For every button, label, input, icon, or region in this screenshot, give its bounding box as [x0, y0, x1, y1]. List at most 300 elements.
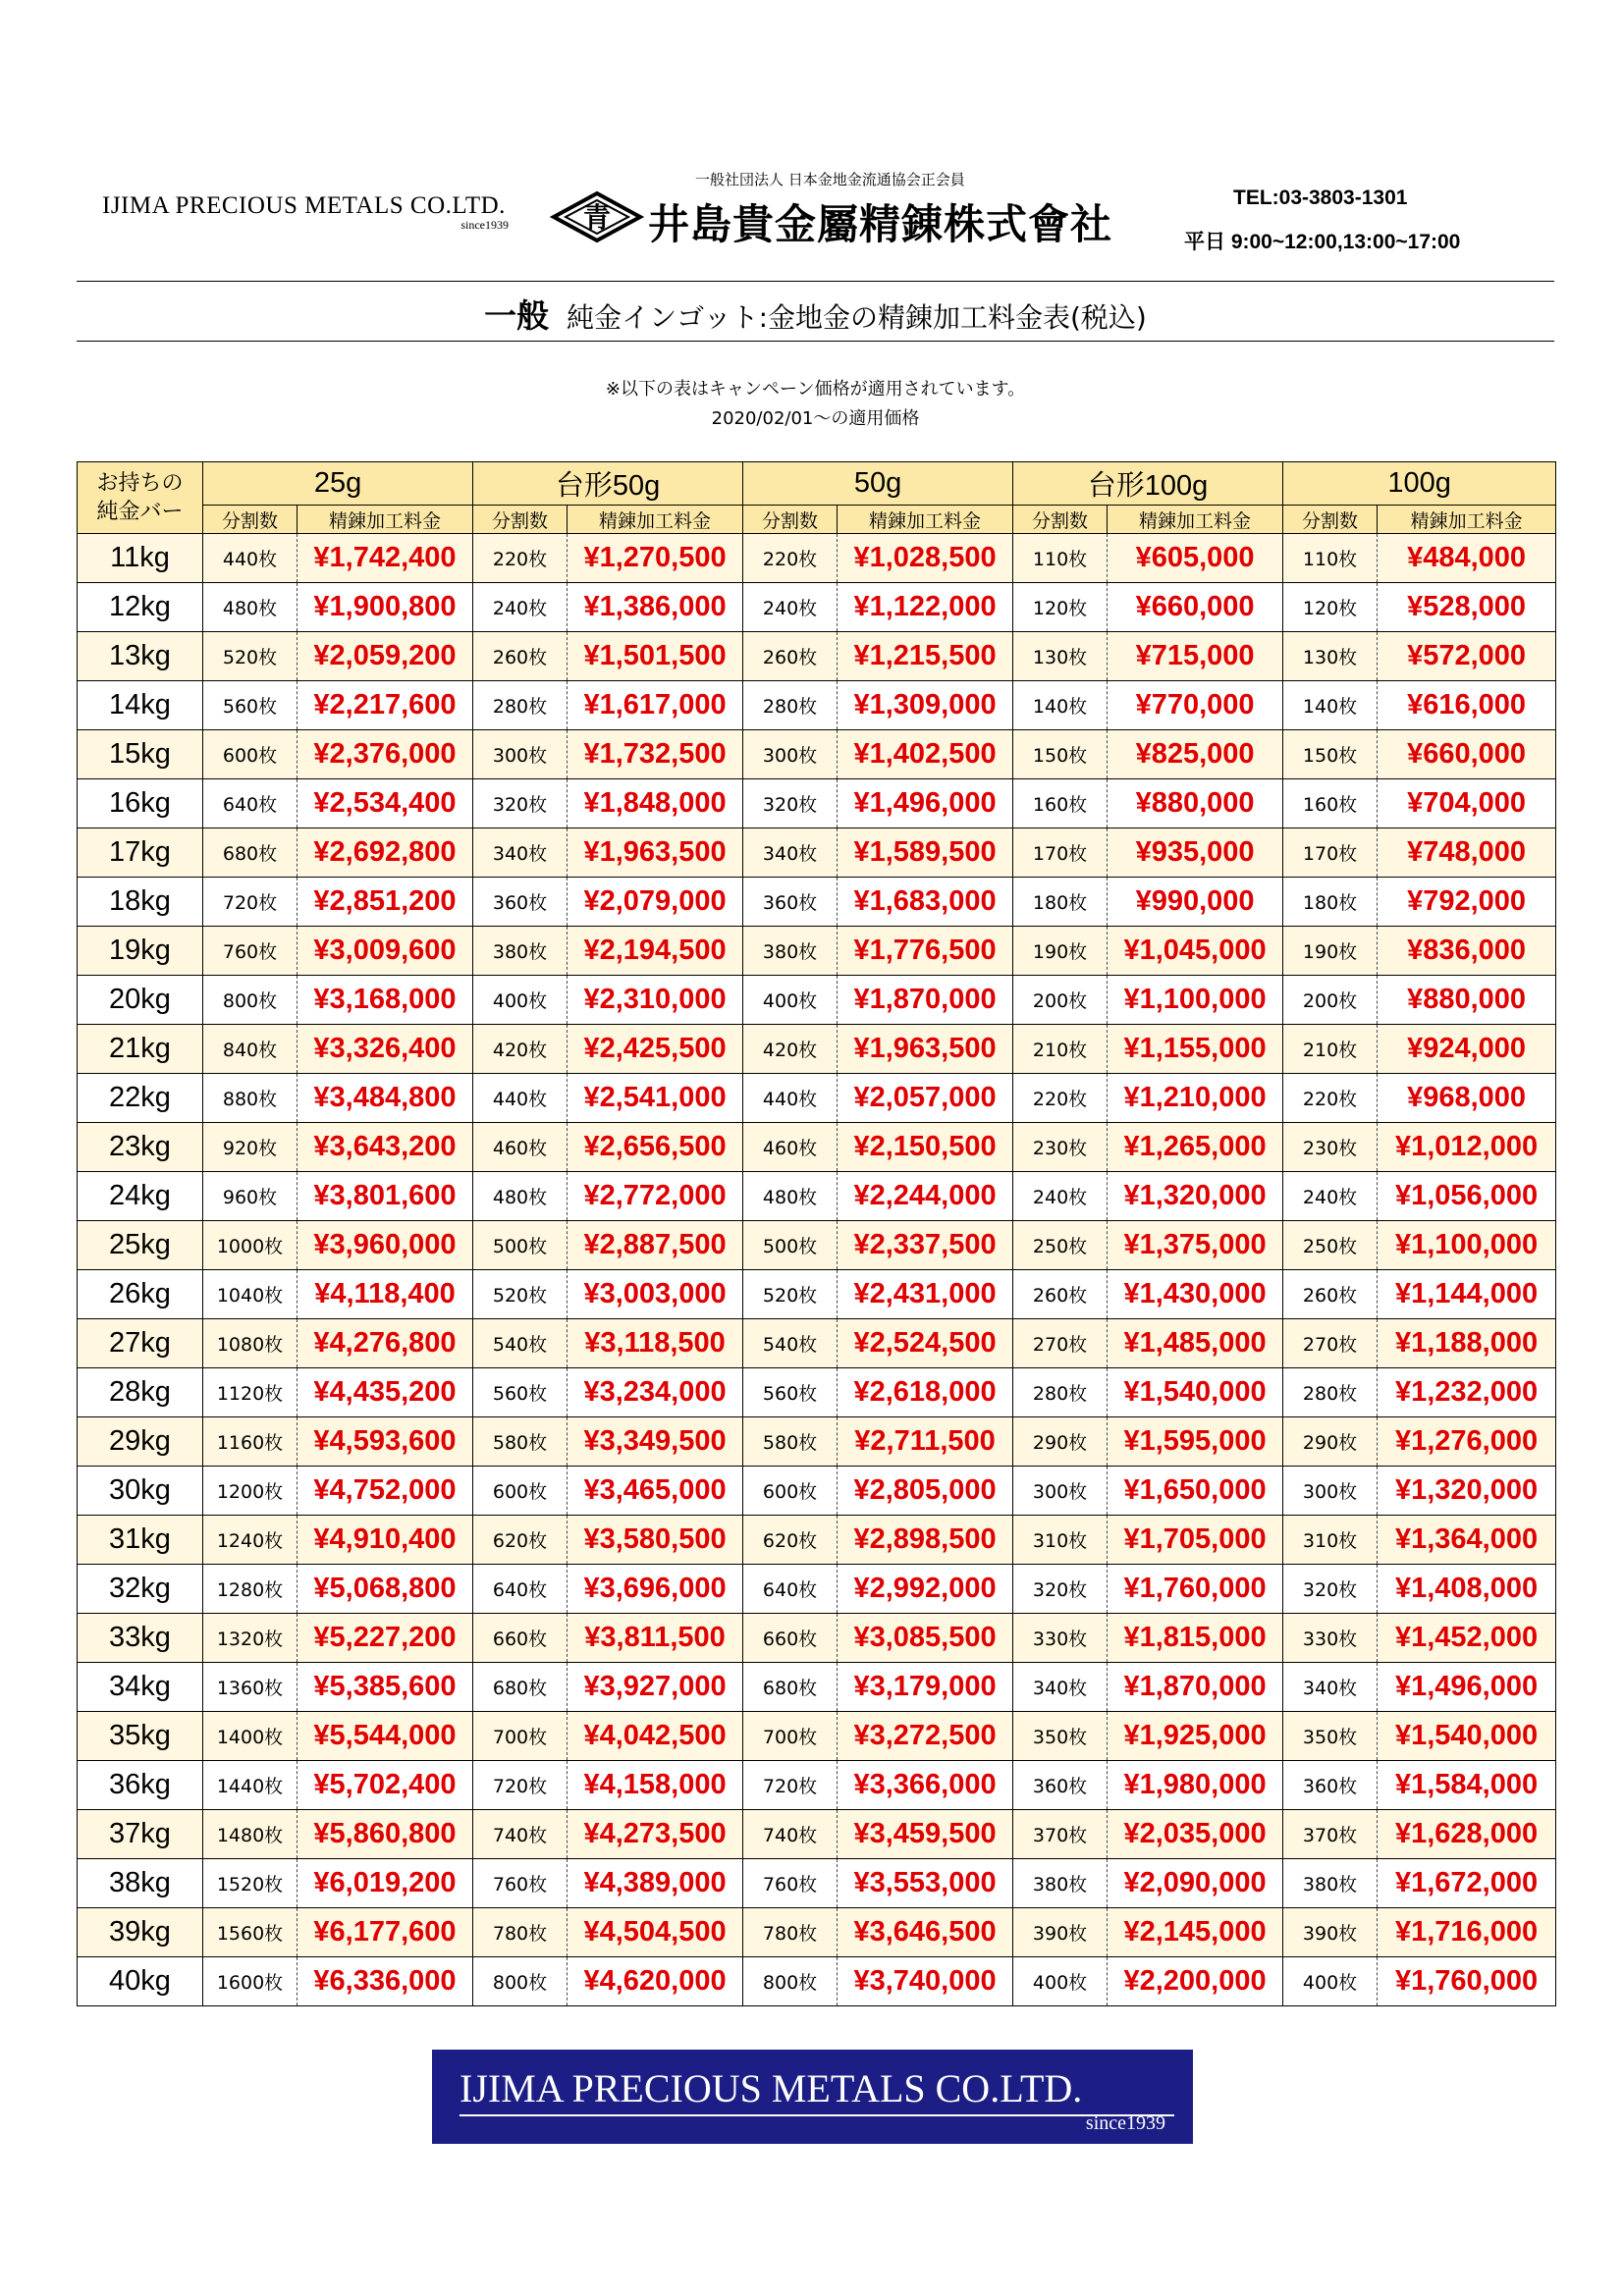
- refining-fee-cell: ¥1,402,500: [838, 730, 1013, 779]
- refining-fee-cell: ¥3,326,400: [298, 1025, 473, 1074]
- split-count-cell: 680枚: [473, 1663, 568, 1712]
- refining-fee-cell: ¥1,963,500: [568, 828, 743, 878]
- split-count-cell: 580枚: [743, 1417, 838, 1467]
- split-count-cell: 140枚: [1013, 681, 1108, 730]
- refining-fee-cell: ¥3,459,500: [838, 1810, 1013, 1859]
- split-count-cell: 320枚: [1283, 1565, 1378, 1614]
- refining-fee-cell: ¥2,541,000: [568, 1074, 743, 1123]
- split-count-cell: 170枚: [1013, 828, 1108, 878]
- weight-cell: 38kg: [78, 1859, 203, 1908]
- weight-cell: 34kg: [78, 1663, 203, 1712]
- split-count-cell: 680枚: [743, 1663, 838, 1712]
- split-count-cell: 320枚: [743, 779, 838, 828]
- refining-fee-cell: ¥4,435,200: [298, 1368, 473, 1417]
- split-count-cell: 290枚: [1013, 1417, 1108, 1467]
- refining-fee-cell: ¥1,628,000: [1378, 1810, 1556, 1859]
- split-count-cell: 480枚: [743, 1172, 838, 1221]
- table-row: [78, 1712, 1556, 1761]
- refining-fee-cell: ¥3,960,000: [298, 1221, 473, 1270]
- weight-cell: 20kg: [78, 976, 203, 1025]
- refining-fee-cell: ¥2,772,000: [568, 1172, 743, 1221]
- refining-fee-cell: ¥1,188,000: [1378, 1319, 1556, 1368]
- split-count-cell: 110枚: [1283, 534, 1378, 583]
- split-count-cell: 920枚: [203, 1123, 298, 1172]
- split-count-cell: 320枚: [1013, 1565, 1108, 1614]
- split-count-cell: 190枚: [1013, 927, 1108, 976]
- weight-cell: 22kg: [78, 1074, 203, 1123]
- split-count-cell: 170枚: [1283, 828, 1378, 878]
- split-count-cell: 780枚: [473, 1908, 568, 1957]
- company-emblem-icon: [550, 190, 644, 243]
- split-count-cell: 210枚: [1013, 1025, 1108, 1074]
- refining-fee-cell: ¥2,618,000: [838, 1368, 1013, 1417]
- split-count-cell: 500枚: [473, 1221, 568, 1270]
- split-count-cell: 400枚: [1013, 1957, 1108, 2006]
- refining-fee-cell: ¥2,656,500: [568, 1123, 743, 1172]
- refining-fee-cell: ¥1,963,500: [838, 1025, 1013, 1074]
- table-row: [78, 1025, 1556, 1074]
- split-count-cell: 760枚: [203, 927, 298, 976]
- refining-fee-cell: ¥2,090,000: [1108, 1859, 1283, 1908]
- weight-cell: 35kg: [78, 1712, 203, 1761]
- split-count-cell: 400枚: [1283, 1957, 1378, 2006]
- refining-fee-cell: ¥2,145,000: [1108, 1908, 1283, 1957]
- split-count-cell: 520枚: [743, 1270, 838, 1319]
- split-count-cell: 230枚: [1283, 1123, 1378, 1172]
- refining-fee-cell: ¥935,000: [1108, 828, 1283, 878]
- refining-fee-cell: ¥1,716,000: [1378, 1908, 1556, 1957]
- weight-cell: 26kg: [78, 1270, 203, 1319]
- split-count-cell: 620枚: [743, 1516, 838, 1565]
- brand-name-en: IJIMA PRECIOUS METALS CO.LTD.: [102, 192, 506, 219]
- weight-cell: 32kg: [78, 1565, 203, 1614]
- table-row: [78, 1761, 1556, 1810]
- split-count-cell: 130枚: [1013, 632, 1108, 681]
- refining-fee-cell: ¥1,672,000: [1378, 1859, 1556, 1908]
- refining-fee-cell: ¥4,276,800: [298, 1319, 473, 1368]
- refining-fee-cell: ¥748,000: [1378, 828, 1556, 878]
- refining-fee-cell: ¥1,485,000: [1108, 1319, 1283, 1368]
- split-count-cell: 180枚: [1283, 878, 1378, 927]
- refining-fee-cell: ¥3,553,000: [838, 1859, 1013, 1908]
- split-count-cell: 360枚: [1013, 1761, 1108, 1810]
- split-count-cell: 240枚: [743, 583, 838, 632]
- refining-fee-cell: ¥2,337,500: [838, 1221, 1013, 1270]
- refining-fee-cell: ¥4,593,600: [298, 1417, 473, 1467]
- refining-fee-cell: ¥528,000: [1378, 583, 1556, 632]
- weight-cell: 21kg: [78, 1025, 203, 1074]
- table-row: [78, 534, 1556, 583]
- business-hours: 平日 9:00~12:00,13:00~17:00: [1184, 231, 1461, 253]
- price-subheader: 精錬加工料金: [1378, 506, 1556, 534]
- refining-fee-cell: ¥2,992,000: [838, 1565, 1013, 1614]
- refining-fee-cell: ¥3,811,500: [568, 1614, 743, 1663]
- refining-fee-cell: ¥1,732,500: [568, 730, 743, 779]
- split-count-cell: 640枚: [203, 779, 298, 828]
- split-count-cell: 660枚: [743, 1614, 838, 1663]
- table-row: [78, 927, 1556, 976]
- refining-fee-cell: ¥704,000: [1378, 779, 1556, 828]
- table-row: [78, 632, 1556, 681]
- split-count-cell: 660枚: [473, 1614, 568, 1663]
- page-title: [77, 291, 1554, 337]
- weight-cell: 39kg: [78, 1908, 203, 1957]
- split-count-cell: 340枚: [1283, 1663, 1378, 1712]
- split-count-cell: 560枚: [203, 681, 298, 730]
- phone-number: TEL:03-3803-1301: [1233, 187, 1408, 209]
- refining-fee-cell: ¥1,870,000: [838, 976, 1013, 1025]
- refining-fee-cell: ¥770,000: [1108, 681, 1283, 730]
- refining-fee-cell: ¥1,540,000: [1108, 1368, 1283, 1417]
- split-count-cell: 270枚: [1283, 1319, 1378, 1368]
- split-count-cell: 320枚: [473, 779, 568, 828]
- group-header: 台形100g: [1013, 462, 1283, 506]
- split-count-cell: 160枚: [1013, 779, 1108, 828]
- refining-fee-cell: ¥1,155,000: [1108, 1025, 1283, 1074]
- refining-fee-cell: ¥1,309,000: [838, 681, 1013, 730]
- footer-underline: [460, 2114, 1174, 2116]
- split-count-cell: 280枚: [743, 681, 838, 730]
- refining-fee-cell: ¥1,595,000: [1108, 1417, 1283, 1467]
- refining-fee-cell: ¥605,000: [1108, 534, 1283, 583]
- split-count-cell: 340枚: [1013, 1663, 1108, 1712]
- refining-fee-cell: ¥2,079,000: [568, 878, 743, 927]
- table-row: [78, 1957, 1556, 2006]
- split-count-cell: 280枚: [1283, 1368, 1378, 1417]
- refining-fee-cell: ¥2,150,500: [838, 1123, 1013, 1172]
- split-count-cell: 390枚: [1283, 1908, 1378, 1957]
- split-count-cell: 330枚: [1013, 1614, 1108, 1663]
- refining-fee-cell: ¥1,683,000: [838, 878, 1013, 927]
- refining-fee-cell: ¥1,408,000: [1378, 1565, 1556, 1614]
- refining-fee-cell: ¥3,484,800: [298, 1074, 473, 1123]
- title-badge: 一般: [484, 296, 550, 335]
- split-count-cell: 600枚: [203, 730, 298, 779]
- refining-fee-cell: ¥1,705,000: [1108, 1516, 1283, 1565]
- refining-fee-cell: ¥5,068,800: [298, 1565, 473, 1614]
- split-count-cell: 760枚: [473, 1859, 568, 1908]
- refining-fee-cell: ¥616,000: [1378, 681, 1556, 730]
- split-count-cell: 500枚: [743, 1221, 838, 1270]
- header-rule-top: [77, 281, 1554, 282]
- split-count-cell: 780枚: [743, 1908, 838, 1957]
- refining-fee-cell: ¥572,000: [1378, 632, 1556, 681]
- table-row: [78, 681, 1556, 730]
- weight-cell: 31kg: [78, 1516, 203, 1565]
- refining-fee-cell: ¥5,860,800: [298, 1810, 473, 1859]
- refining-fee-cell: ¥3,168,000: [298, 976, 473, 1025]
- refining-fee-cell: ¥4,118,400: [298, 1270, 473, 1319]
- refining-fee-cell: ¥5,702,400: [298, 1761, 473, 1810]
- split-count-cell: 540枚: [743, 1319, 838, 1368]
- price-subheader: 精錬加工料金: [568, 506, 743, 534]
- weight-cell: 11kg: [78, 534, 203, 583]
- refining-fee-cell: ¥880,000: [1378, 976, 1556, 1025]
- split-count-cell: 440枚: [743, 1074, 838, 1123]
- split-count-cell: 740枚: [743, 1810, 838, 1859]
- split-count-cell: 580枚: [473, 1417, 568, 1467]
- table-corner-header: [78, 462, 203, 534]
- refining-fee-cell: ¥1,980,000: [1108, 1761, 1283, 1810]
- table-row: [78, 583, 1556, 632]
- split-count-cell: 1120枚: [203, 1368, 298, 1417]
- split-count-cell: 700枚: [473, 1712, 568, 1761]
- refining-fee-cell: ¥2,425,500: [568, 1025, 743, 1074]
- table-row: [78, 878, 1556, 927]
- weight-cell: 19kg: [78, 927, 203, 976]
- refining-fee-cell: ¥1,742,400: [298, 534, 473, 583]
- split-count-cell: 330枚: [1283, 1614, 1378, 1663]
- refining-fee-cell: ¥1,584,000: [1378, 1761, 1556, 1810]
- split-count-cell: 370枚: [1283, 1810, 1378, 1859]
- split-count-cell: 120枚: [1013, 583, 1108, 632]
- table-row: [78, 1270, 1556, 1319]
- split-count-cell: 1600枚: [203, 1957, 298, 2006]
- split-count-cell: 230枚: [1013, 1123, 1108, 1172]
- refining-fee-cell: ¥1,760,000: [1378, 1957, 1556, 2006]
- refining-fee-cell: ¥1,100,000: [1378, 1221, 1556, 1270]
- group-header: 台形50g: [473, 462, 743, 506]
- refining-fee-cell: ¥2,524,500: [838, 1319, 1013, 1368]
- split-count-cell: 380枚: [743, 927, 838, 976]
- refining-fee-cell: ¥4,042,500: [568, 1712, 743, 1761]
- weight-cell: 16kg: [78, 779, 203, 828]
- refining-fee-cell: ¥3,118,500: [568, 1319, 743, 1368]
- refining-fee-cell: ¥3,272,500: [838, 1712, 1013, 1761]
- refining-fee-cell: ¥2,692,800: [298, 828, 473, 878]
- split-count-cell: 460枚: [743, 1123, 838, 1172]
- weight-cell: 30kg: [78, 1467, 203, 1516]
- corner-line-1: お持ちの: [96, 471, 184, 496]
- split-count-cell: 310枚: [1283, 1516, 1378, 1565]
- refining-fee-cell: ¥2,057,000: [838, 1074, 1013, 1123]
- refining-fee-cell: ¥2,376,000: [298, 730, 473, 779]
- refining-fee-cell: ¥5,544,000: [298, 1712, 473, 1761]
- split-count-cell: 1160枚: [203, 1417, 298, 1467]
- refining-fee-cell: ¥990,000: [1108, 878, 1283, 927]
- split-count-cell: 200枚: [1283, 976, 1378, 1025]
- refining-fee-cell: ¥2,194,500: [568, 927, 743, 976]
- split-count-cell: 250枚: [1013, 1221, 1108, 1270]
- refining-fee-cell: ¥3,349,500: [568, 1417, 743, 1467]
- table-row: [78, 779, 1556, 828]
- table-row: [78, 1516, 1556, 1565]
- split-count-cell: 220枚: [743, 534, 838, 583]
- refining-fee-cell: ¥968,000: [1378, 1074, 1556, 1123]
- refining-fee-cell: ¥2,310,000: [568, 976, 743, 1025]
- refining-fee-cell: ¥2,898,500: [838, 1516, 1013, 1565]
- split-count-cell: 1560枚: [203, 1908, 298, 1957]
- refining-fee-cell: ¥924,000: [1378, 1025, 1556, 1074]
- refining-fee-cell: ¥2,035,000: [1108, 1810, 1283, 1859]
- table-row: [78, 1368, 1556, 1417]
- table-row: [78, 1123, 1556, 1172]
- refining-fee-cell: ¥1,617,000: [568, 681, 743, 730]
- refining-fee-cell: ¥1,848,000: [568, 779, 743, 828]
- refining-fee-cell: ¥1,776,500: [838, 927, 1013, 976]
- split-count-cell: 360枚: [743, 878, 838, 927]
- weight-cell: 27kg: [78, 1319, 203, 1368]
- split-count-cell: 720枚: [473, 1761, 568, 1810]
- refining-fee-cell: ¥1,815,000: [1108, 1614, 1283, 1663]
- group-header: 25g: [203, 462, 473, 506]
- split-count-cell: 460枚: [473, 1123, 568, 1172]
- refining-fee-cell: ¥1,265,000: [1108, 1123, 1283, 1172]
- split-count-cell: 260枚: [473, 632, 568, 681]
- split-count-cell: 300枚: [1283, 1467, 1378, 1516]
- refining-fee-cell: ¥2,200,000: [1108, 1957, 1283, 2006]
- refining-fee-cell: ¥1,386,000: [568, 583, 743, 632]
- footer-logo: [432, 2050, 1193, 2144]
- split-count-cell: 480枚: [203, 583, 298, 632]
- split-count-cell: 640枚: [473, 1565, 568, 1614]
- table-row: [78, 1810, 1556, 1859]
- split-count-cell: 300枚: [743, 730, 838, 779]
- split-count-cell: 600枚: [473, 1467, 568, 1516]
- table-row: [78, 730, 1556, 779]
- split-count-cell: 260枚: [1013, 1270, 1108, 1319]
- refining-fee-cell: ¥2,805,000: [838, 1467, 1013, 1516]
- refining-fee-cell: ¥3,366,000: [838, 1761, 1013, 1810]
- refining-fee-cell: ¥1,144,000: [1378, 1270, 1556, 1319]
- refining-fee-cell: ¥4,158,000: [568, 1761, 743, 1810]
- split-count-cell: 360枚: [473, 878, 568, 927]
- refining-fee-cell: ¥5,227,200: [298, 1614, 473, 1663]
- split-count-cell: 160枚: [1283, 779, 1378, 828]
- split-count-cell: 220枚: [1013, 1074, 1108, 1123]
- weight-cell: 29kg: [78, 1417, 203, 1467]
- split-count-cell: 800枚: [203, 976, 298, 1025]
- price-table-body: [78, 534, 1556, 2006]
- split-count-cell: 240枚: [473, 583, 568, 632]
- refining-fee-cell: ¥2,887,500: [568, 1221, 743, 1270]
- weight-cell: 15kg: [78, 730, 203, 779]
- refining-fee-cell: ¥1,496,000: [1378, 1663, 1556, 1712]
- split-count-cell: 720枚: [743, 1761, 838, 1810]
- refining-fee-cell: ¥836,000: [1378, 927, 1556, 976]
- split-count-cell: 1000枚: [203, 1221, 298, 1270]
- table-row: [78, 1172, 1556, 1221]
- split-count-cell: 360枚: [1283, 1761, 1378, 1810]
- refining-fee-cell: ¥1,122,000: [838, 583, 1013, 632]
- split-count-cell: 620枚: [473, 1516, 568, 1565]
- notes-block: [77, 375, 1554, 434]
- weight-cell: 37kg: [78, 1810, 203, 1859]
- group-header: 50g: [743, 462, 1013, 506]
- split-count-cell: 260枚: [743, 632, 838, 681]
- split-count-cell: 280枚: [473, 681, 568, 730]
- split-count-cell: 1440枚: [203, 1761, 298, 1810]
- table-row: [78, 1319, 1556, 1368]
- refining-fee-cell: ¥2,059,200: [298, 632, 473, 681]
- table-row: [78, 1221, 1556, 1270]
- split-count-cell: 1400枚: [203, 1712, 298, 1761]
- table-row: [78, 1074, 1556, 1123]
- split-count-cell: 110枚: [1013, 534, 1108, 583]
- split-count-cell: 520枚: [203, 632, 298, 681]
- count-subheader: 分割数: [743, 506, 838, 534]
- split-count-cell: 310枚: [1013, 1516, 1108, 1565]
- refining-fee-cell: ¥1,276,000: [1378, 1417, 1556, 1467]
- refining-fee-cell: ¥792,000: [1378, 878, 1556, 927]
- refining-fee-cell: ¥3,465,000: [568, 1467, 743, 1516]
- split-count-cell: 1520枚: [203, 1859, 298, 1908]
- weight-cell: 28kg: [78, 1368, 203, 1417]
- refining-fee-cell: ¥1,045,000: [1108, 927, 1283, 976]
- split-count-cell: 840枚: [203, 1025, 298, 1074]
- split-count-cell: 720枚: [203, 878, 298, 927]
- refining-fee-cell: ¥4,504,500: [568, 1908, 743, 1957]
- refining-fee-cell: ¥2,534,400: [298, 779, 473, 828]
- count-subheader: 分割数: [473, 506, 568, 534]
- split-count-cell: 390枚: [1013, 1908, 1108, 1957]
- refining-fee-cell: ¥825,000: [1108, 730, 1283, 779]
- table-row: [78, 828, 1556, 878]
- table-row: [78, 1467, 1556, 1516]
- weight-cell: 25kg: [78, 1221, 203, 1270]
- refining-fee-cell: ¥2,431,000: [838, 1270, 1013, 1319]
- split-count-cell: 760枚: [743, 1859, 838, 1908]
- refining-fee-cell: ¥1,589,500: [838, 828, 1013, 878]
- company-header: [550, 169, 1113, 248]
- refining-fee-cell: ¥1,056,000: [1378, 1172, 1556, 1221]
- split-count-cell: 340枚: [473, 828, 568, 878]
- refining-fee-cell: ¥880,000: [1108, 779, 1283, 828]
- refining-fee-cell: ¥1,375,000: [1108, 1221, 1283, 1270]
- refining-fee-cell: ¥1,215,500: [838, 632, 1013, 681]
- weight-cell: 23kg: [78, 1123, 203, 1172]
- split-count-cell: 1080枚: [203, 1319, 298, 1368]
- refining-fee-cell: ¥3,643,200: [298, 1123, 473, 1172]
- emblem-char: 青: [582, 201, 612, 234]
- refining-fee-cell: ¥1,496,000: [838, 779, 1013, 828]
- split-count-cell: 300枚: [1013, 1467, 1108, 1516]
- split-count-cell: 420枚: [473, 1025, 568, 1074]
- header-rule-bottom: [77, 341, 1554, 342]
- refining-fee-cell: ¥3,003,000: [568, 1270, 743, 1319]
- weight-cell: 18kg: [78, 878, 203, 927]
- split-count-cell: 400枚: [473, 976, 568, 1025]
- split-count-cell: 380枚: [473, 927, 568, 976]
- refining-fee-cell: ¥4,910,400: [298, 1516, 473, 1565]
- count-subheader: 分割数: [1013, 506, 1108, 534]
- weight-cell: 17kg: [78, 828, 203, 878]
- refining-fee-cell: ¥484,000: [1378, 534, 1556, 583]
- table-row: [78, 1565, 1556, 1614]
- refining-fee-cell: ¥660,000: [1378, 730, 1556, 779]
- refining-fee-cell: ¥1,210,000: [1108, 1074, 1283, 1123]
- split-count-cell: 440枚: [473, 1074, 568, 1123]
- split-count-cell: 290枚: [1283, 1417, 1378, 1467]
- campaign-note: ※以下の表はキャンペーン価格が適用されています。: [605, 379, 1026, 400]
- refining-fee-cell: ¥6,019,200: [298, 1859, 473, 1908]
- refining-fee-cell: ¥1,270,500: [568, 534, 743, 583]
- split-count-cell: 680枚: [203, 828, 298, 878]
- split-count-cell: 600枚: [743, 1467, 838, 1516]
- split-count-cell: 300枚: [473, 730, 568, 779]
- split-count-cell: 960枚: [203, 1172, 298, 1221]
- split-count-cell: 1040枚: [203, 1270, 298, 1319]
- refining-fee-cell: ¥3,740,000: [838, 1957, 1013, 2006]
- refining-fee-cell: ¥6,177,600: [298, 1908, 473, 1957]
- table-row: [78, 1859, 1556, 1908]
- refining-fee-cell: ¥3,580,500: [568, 1516, 743, 1565]
- split-count-cell: 1240枚: [203, 1516, 298, 1565]
- split-count-cell: 800枚: [743, 1957, 838, 2006]
- refining-fee-cell: ¥4,273,500: [568, 1810, 743, 1859]
- split-count-cell: 130枚: [1283, 632, 1378, 681]
- weight-cell: 40kg: [78, 1957, 203, 2006]
